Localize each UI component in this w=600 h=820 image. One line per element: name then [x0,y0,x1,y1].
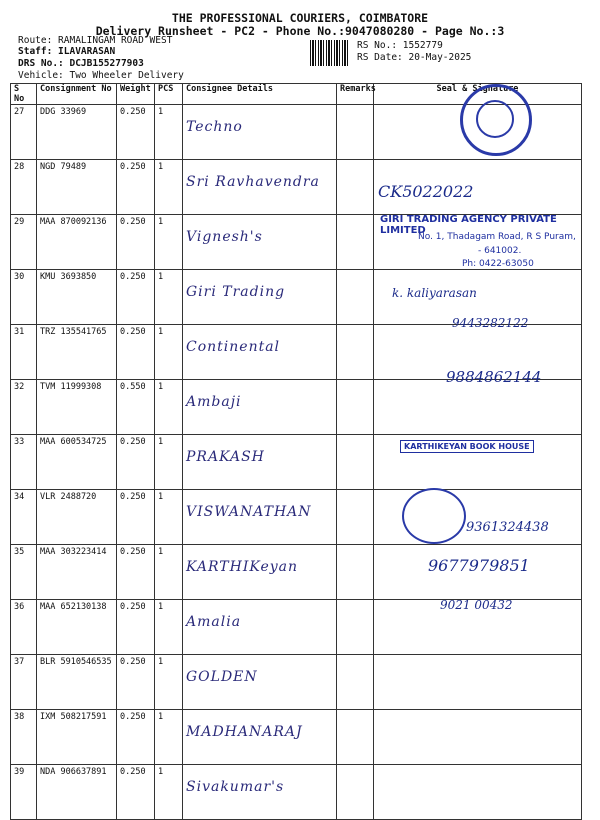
cell-consignee: PRAKASH [183,435,337,490]
col-seal: Seal & Signature [374,84,582,105]
cell-pcs: 1 [155,380,183,435]
cell-consignee: Techno [183,105,337,160]
rs-date: RS Date: 20-May-2025 [357,52,472,63]
seal-stamp-inner-27 [476,100,514,138]
cell-seal-signature [374,655,582,710]
cell-pcs: 1 [155,545,183,600]
cell-sno: 30 [11,270,37,325]
cell-weight: 0.250 [117,765,155,820]
cell-weight: 0.250 [117,655,155,710]
giri-stamp-address: No. 1, Thadagam Road, R S Puram, [418,232,576,242]
vehicle-label: Vehicle: Two Wheeler Delivery [18,70,184,81]
giri-stamp-city: - 641002. [478,246,522,256]
cell-weight: 0.550 [117,380,155,435]
cell-remarks [337,765,374,820]
cell-remarks [337,270,374,325]
cell-weight: 0.250 [117,105,155,160]
barcode [310,40,350,66]
cell-remarks [337,435,374,490]
col-sno: S No [11,84,37,105]
cell-sno: 27 [11,105,37,160]
cell-sno: 38 [11,710,37,765]
cell-consignment-no: MAA 652130138 [37,600,117,655]
cell-remarks [337,600,374,655]
signature-31: k. kaliyarasan [392,286,477,300]
cell-consignee: Vignesh's [183,215,337,270]
col-consignee: Consignee Details [183,84,337,105]
cell-remarks [337,215,374,270]
rs-number: RS No.: 1552779 [357,40,443,51]
cell-sno: 35 [11,545,37,600]
cell-remarks [337,490,374,545]
cell-pcs: 1 [155,490,183,545]
cell-seal-signature [374,380,582,435]
cell-consignee: VISWANATHAN [183,490,337,545]
table-row [11,710,582,765]
cell-consignment-no: DDG 33969 [37,105,117,160]
signature-39: 9021 00432 [440,598,513,612]
cell-weight: 0.250 [117,490,155,545]
cell-remarks [337,655,374,710]
col-consignment: Consignment No [37,84,117,105]
seal-stamp-37 [402,488,466,544]
cell-consignment-no: TRZ 135541765 [37,325,117,380]
cell-consignment-no: MAA 870092136 [37,215,117,270]
cell-consignment-no: KMU 3693850 [37,270,117,325]
cell-consignee: Ambaji [183,380,337,435]
cell-sno: 37 [11,655,37,710]
cell-remarks [337,160,374,215]
signature-37: 9361324438 [466,520,549,535]
table-row [11,655,582,710]
drs-number: DRS No.: DCJB155277903 [18,58,144,69]
cell-consignee: Continental [183,325,337,380]
cell-sno: 33 [11,435,37,490]
cell-remarks [337,545,374,600]
cell-seal-signature [374,710,582,765]
cell-weight: 0.250 [117,600,155,655]
cell-sno: 29 [11,215,37,270]
cell-weight: 0.250 [117,270,155,325]
cell-consignee: MADHANARAJ [183,710,337,765]
col-weight: Weight [117,84,155,105]
cell-consignment-no: MAA 600534725 [37,435,117,490]
cell-sno: 34 [11,490,37,545]
cell-consignee: Sivakumar's [183,765,337,820]
cell-pcs: 1 [155,655,183,710]
table-row [11,380,582,435]
cell-consignment-no: NGD 79489 [37,160,117,215]
cell-pcs: 1 [155,600,183,655]
signature-32: 9443282122 [452,316,529,330]
table-row [11,160,582,215]
company-title: THE PROFESSIONAL COURIERS, COIMBATORE [171,11,429,25]
staff-label: Staff: ILAVARASAN [18,46,116,57]
signature-29: CK5022022 [378,182,474,201]
cell-consignment-no: NDA 906637891 [37,765,117,820]
cell-remarks [337,105,374,160]
runsheet-subtitle: Delivery Runsheet - PC2 - Phone No.:9047080280 - Page No.:3 [95,24,505,38]
cell-weight: 0.250 [117,160,155,215]
cell-consignee: Giri Trading [183,270,337,325]
cell-sno: 36 [11,600,37,655]
cell-weight: 0.250 [117,325,155,380]
karthikeyan-stamp: KARTHIKEYAN BOOK HOUSE [400,440,534,453]
cell-remarks [337,710,374,765]
cell-consignment-no: IXM 508217591 [37,710,117,765]
cell-pcs: 1 [155,710,183,765]
cell-weight: 0.250 [117,710,155,765]
cell-sno: 31 [11,325,37,380]
cell-weight: 0.250 [117,435,155,490]
cell-consignment-no: MAA 303223414 [37,545,117,600]
cell-consignment-no: VLR 2488720 [37,490,117,545]
cell-pcs: 1 [155,435,183,490]
cell-weight: 0.250 [117,545,155,600]
col-pcs: PCS [155,84,183,105]
cell-consignee: Amalia [183,600,337,655]
cell-pcs: 1 [155,215,183,270]
cell-pcs: 1 [155,325,183,380]
col-remarks: Remarks [337,84,374,105]
cell-sno: 32 [11,380,37,435]
cell-remarks [337,325,374,380]
cell-pcs: 1 [155,765,183,820]
table-row [11,490,582,545]
cell-consignee: Sri Ravhavendra [183,160,337,215]
giri-stamp-name: GIRI TRADING AGENCY PRIVATE LIMITED [380,214,557,236]
route-label: Route: RAMALINGAM ROAD WEST [18,35,173,46]
cell-consignment-no: TVM 11999308 [37,380,117,435]
cell-pcs: 1 [155,270,183,325]
signature-38: 9677979851 [428,556,530,575]
giri-stamp-phone: Ph: 0422-63050 [462,259,534,269]
cell-weight: 0.250 [117,215,155,270]
cell-pcs: 1 [155,160,183,215]
cell-seal-signature [374,765,582,820]
cell-remarks [337,380,374,435]
cell-sno: 28 [11,160,37,215]
cell-sno: 39 [11,765,37,820]
table-row [11,765,582,820]
signature-33: 9884862144 [446,368,542,386]
cell-consignee: KARTHIKeyan [183,545,337,600]
cell-consignment-no: BLR 5910546535 [37,655,117,710]
cell-pcs: 1 [155,105,183,160]
cell-consignee: GOLDEN [183,655,337,710]
